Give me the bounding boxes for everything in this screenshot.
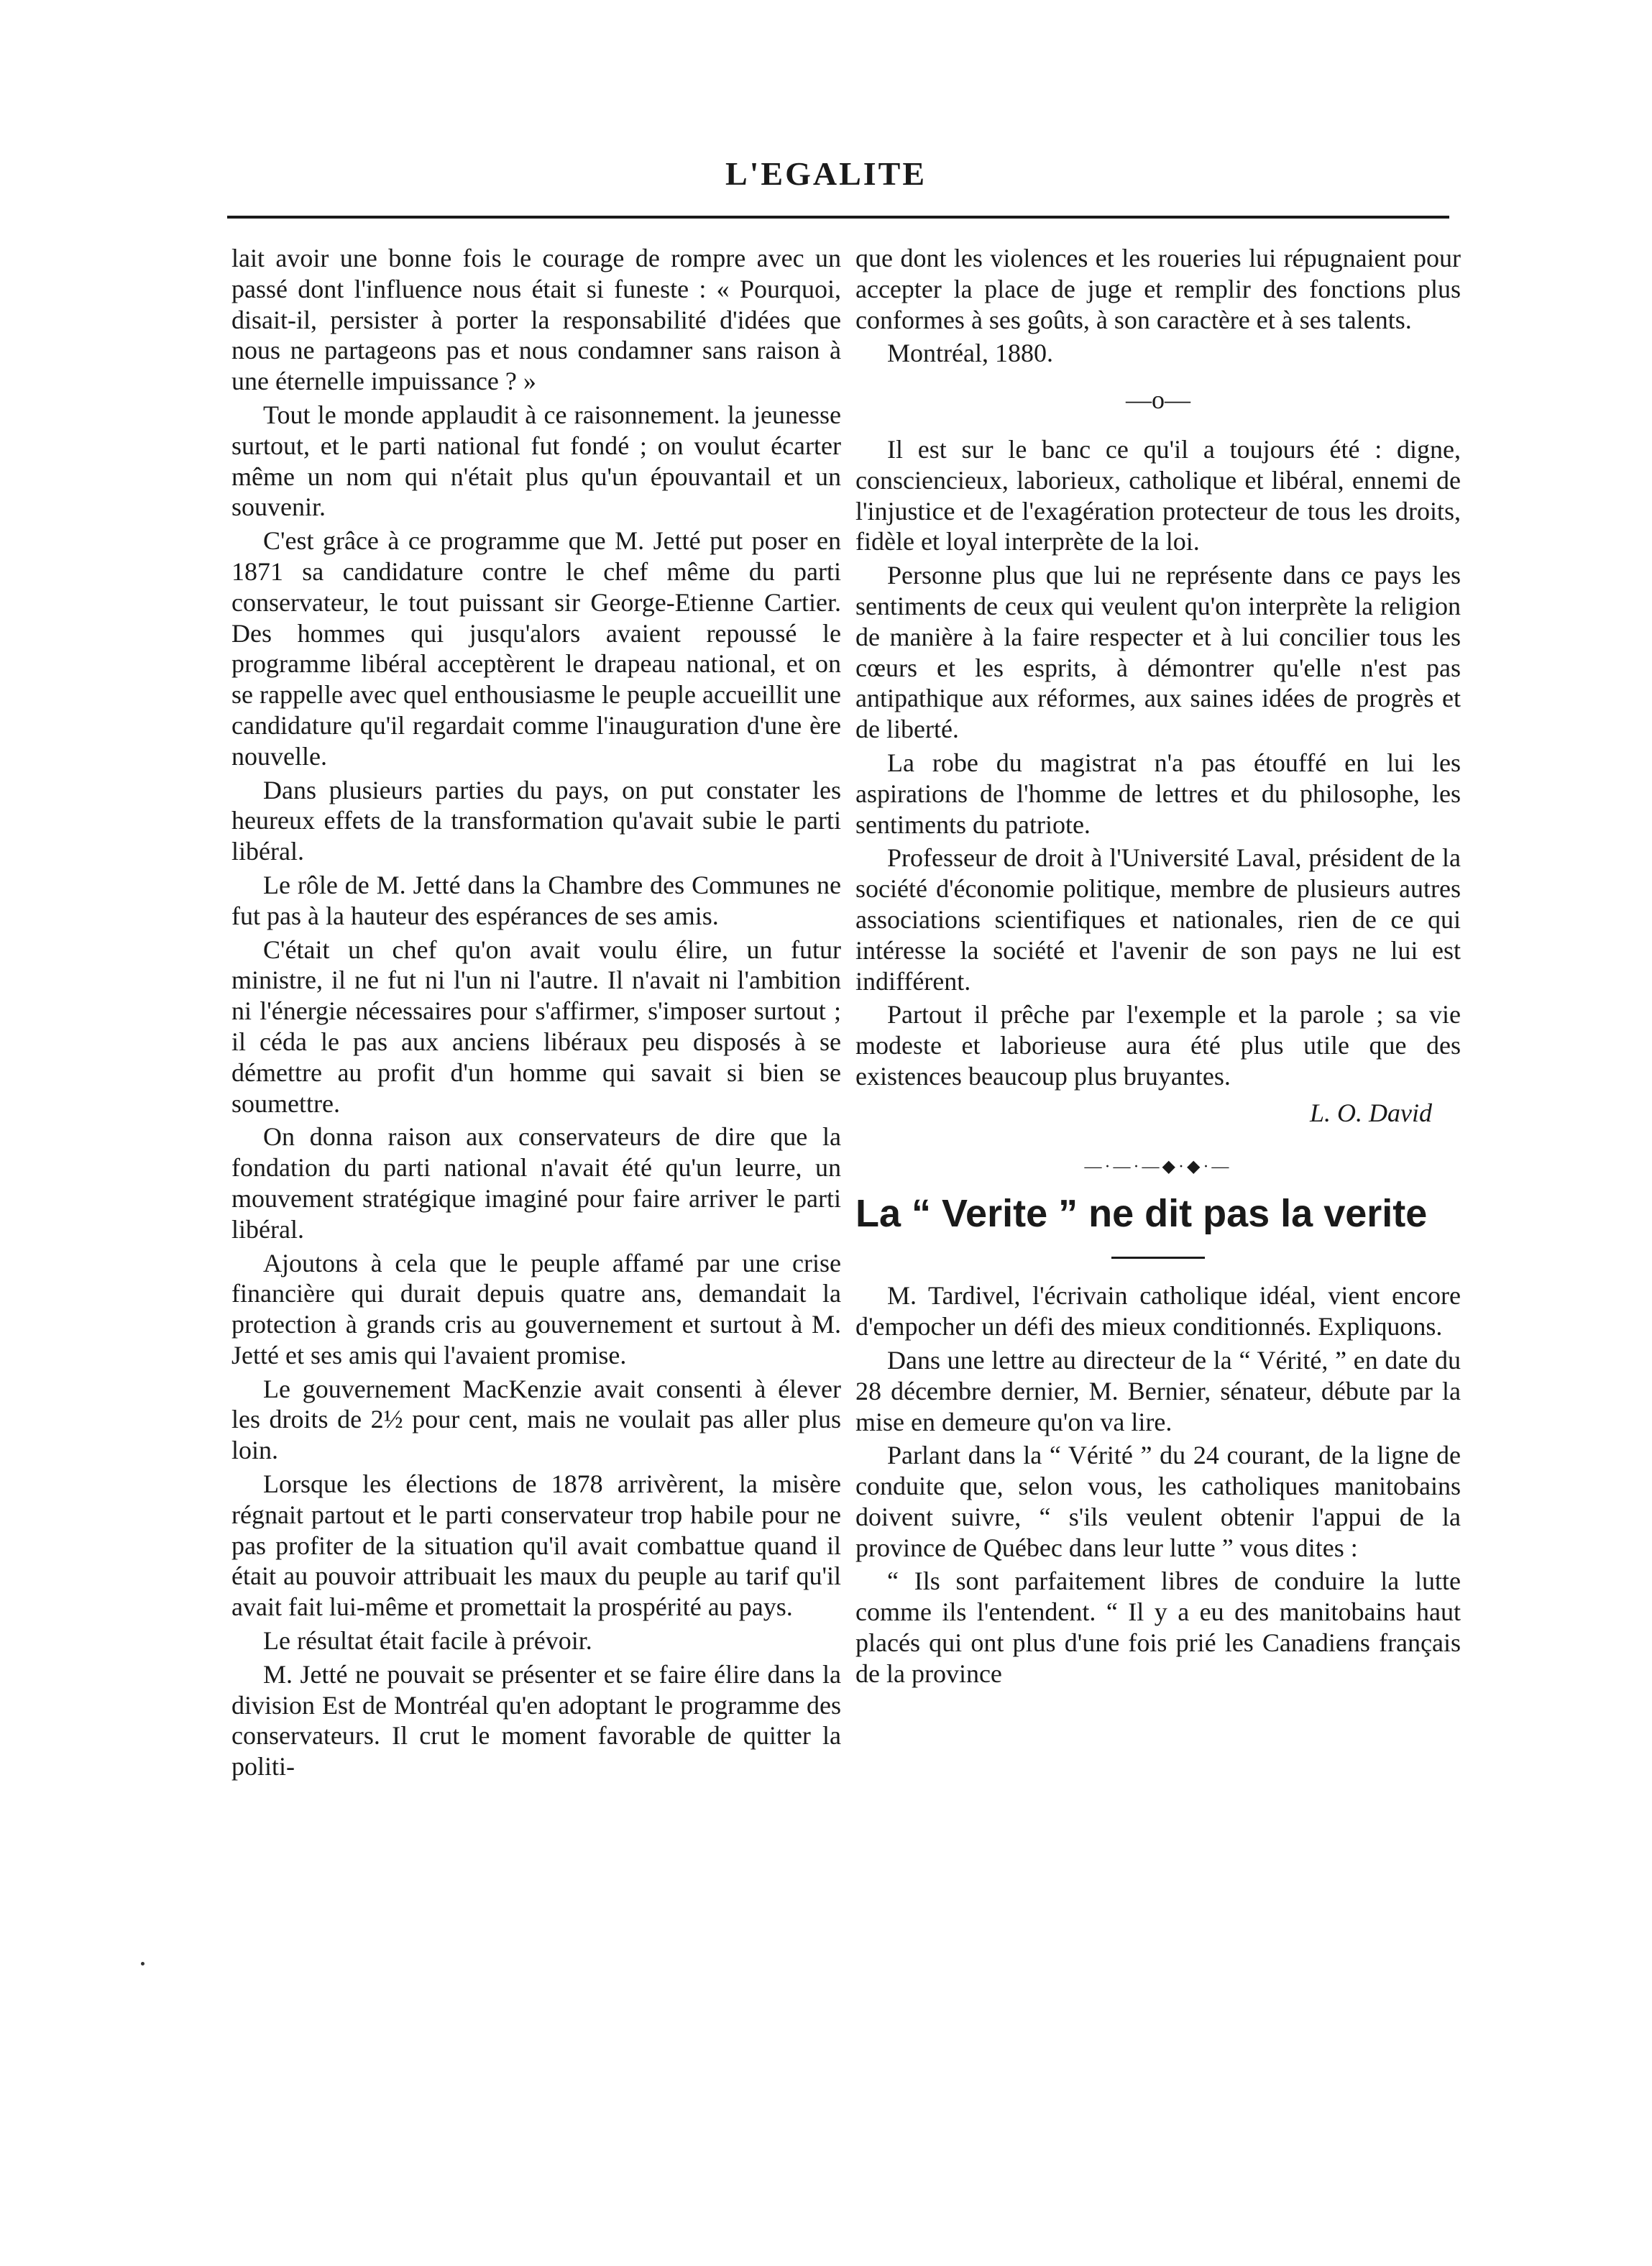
ornament-divider: —·—·—◆·◆·— bbox=[1084, 1157, 1232, 1176]
paragraph: Le résultat était facile à prévoir. bbox=[263, 1626, 592, 1656]
paragraph: Il est sur le banc ce qu'il a toujours été : digne, consciencieux, laborieux, catholique et libéral, ennemi de l'injustice et de l'exagération protecteur de tous les droits, fidèle et loyal interprète de la loi. bbox=[855, 434, 1461, 556]
paragraph: Ajoutons à cela que le peuple affamé par une crise financière qui durait depuis quatre ans, demandait la protection à grands cris au gouvernement et surtout à M. Jetté et ses amis qui l'avaient promise. bbox=[231, 1248, 841, 1370]
paragraph: C'est grâce à ce programme que M. Jetté put poser en 1871 sa candidature contre le chef même du parti conservateur, le tout puissant sir George-Etienne Cartier. Des hommes qui jusqu'alors avaient repoussé le programme libéral acceptèrent le drapeau national, et on se rappelle avec quel enthousiasme le peuple accueillit une candidature qu'il regardait comme l'inauguration d'une ère nouvelle. bbox=[231, 526, 841, 771]
paragraph: Professeur de droit à l'Université Laval, président de la société d'économie politique, membre de plusieurs autres associations scientifiques et nationales, rien de ce qui intéresse la société et l'avenir de son pays ne lui est indifférent. bbox=[855, 843, 1461, 996]
print-speck bbox=[141, 1962, 144, 1965]
title-rule bbox=[1111, 1257, 1205, 1259]
paragraph: Le gouvernement MacKenzie avait consenti à élever les droits de 2½ pour cent, mais ne voulait pas aller plus loin. bbox=[231, 1374, 841, 1465]
dateline: Montréal, 1880. bbox=[887, 339, 1053, 368]
paragraph: Personne plus que lui ne représente dans ce pays les sentiments de ceux qui veulent qu'on interprète la religion de manière à la faire respecter et à lui concilier tous les cœurs et les esprits, à démontrer qu'elle n'est pas antipathique aux réformes, aux saines idées de progrès et de liberté. bbox=[855, 561, 1461, 744]
paragraph: que dont les violences et les roueries lui répugnaient pour accepter la place de juge et remplir des fonctions plus conformes à ses goûts, à son caractère et à ses talents. bbox=[855, 244, 1461, 334]
page-header: L'EGALITE bbox=[725, 155, 927, 192]
paragraph: M. Jetté ne pouvait se présenter et se faire élire dans la division Est de Montréal qu'en adoptant le programme des conservateurs. Il crut le moment favorable de quitter la politi- bbox=[231, 1659, 841, 1781]
paragraph: “ Ils sont parfaitement libres de conduire la lutte comme ils l'entendent. “ Il y a eu des manitobains haut placés qui ont plus d'une fois prié les Canadiens français de la province bbox=[855, 1567, 1461, 1688]
paragraph: Dans plusieurs parties du pays, on put constater les heureux effets de la transformation qu'avait subie le parti libéral. bbox=[231, 775, 841, 866]
paragraph: lait avoir une bonne fois le courage de rompre avec un passé dont l'influence nous était si funeste : « Pourquoi, disait-il, persister à porter la responsabilité d'idées que nous ne partageons pas et nous condamner sans raison à une éternelle impuissance ? » bbox=[231, 244, 841, 396]
paragraph: Parlant dans la “ Vérité ” du 24 courant, de la ligne de conduite que, selon vous, les catholiques manitobains doivent suivre, “ s'ils veulent obtenir l'appui de la province de Québec dans leur lutte ” vous dites : bbox=[855, 1441, 1461, 1562]
paragraph: C'était un chef qu'on avait voulu élire, un futur ministre, il ne fut ni l'un ni l'autre. Il n'avait ni l'ambition ni l'énergie nécessaires pour s'affirmer, s'imposer surtout ; il céda le pas aux anciens libéraux peu disposés à se démettre au profit d'un homme qui savait si bien se soumettre. bbox=[231, 935, 841, 1118]
paragraph: Dans une lettre au directeur de la “ Vérité, ” en date du 28 décembre dernier, M. Bernier, sénateur, débute par la mise en demeure qu'on va lire. bbox=[855, 1345, 1461, 1436]
paragraph: Partout il prêche par l'exemple et la parole ; sa vie modeste et laborieuse aura été plus utile que des existences beaucoup plus bruyantes. bbox=[855, 1000, 1461, 1091]
paragraph: Tout le monde applaudit à ce raisonnement. la jeunesse surtout, et le parti national fut fondé ; on voulut écarter même un nom qui n'était plus qu'un épouvantail et un souvenir. bbox=[231, 400, 841, 522]
right-column bbox=[855, 243, 1461, 1692]
paragraph: La robe du magistrat n'a pas étouffé en lui les aspirations de l'homme de lettres et du philosophe, les sentiments du patriote. bbox=[855, 748, 1461, 839]
article-title: La “ Verite ” ne dit pas la verite bbox=[855, 1192, 1428, 1236]
signature: L. O. David bbox=[1310, 1098, 1432, 1127]
paragraph: M. Tardivel, l'écrivain catholique idéal, vient encore d'empocher un défi des mieux conditionnés. Expliquons. bbox=[855, 1281, 1461, 1341]
header-rule bbox=[227, 216, 1449, 219]
paragraph: Lorsque les élections de 1878 arrivèrent, la misère régnait partout et le parti conservateur trop habile pour ne pas profiter de la situation qu'il avait combattue quand il était au pouvoir attribuait les maux du peuple au tarif qu'il avait fait lui-même et promettait la prospérité au pays. bbox=[231, 1469, 841, 1622]
paragraph: Le rôle de M. Jetté dans la Chambre des Communes ne fut pas à la hauteur des espérances de ses amis. bbox=[231, 870, 841, 930]
section-separator: —o— bbox=[1126, 385, 1190, 415]
left-column bbox=[231, 243, 841, 1785]
paragraph: On donna raison aux conservateurs de dire que la fondation du parti national n'avait été qu'un leurre, un mouvement stratégique imaginé pour faire arriver le parti libéral. bbox=[231, 1122, 841, 1244]
